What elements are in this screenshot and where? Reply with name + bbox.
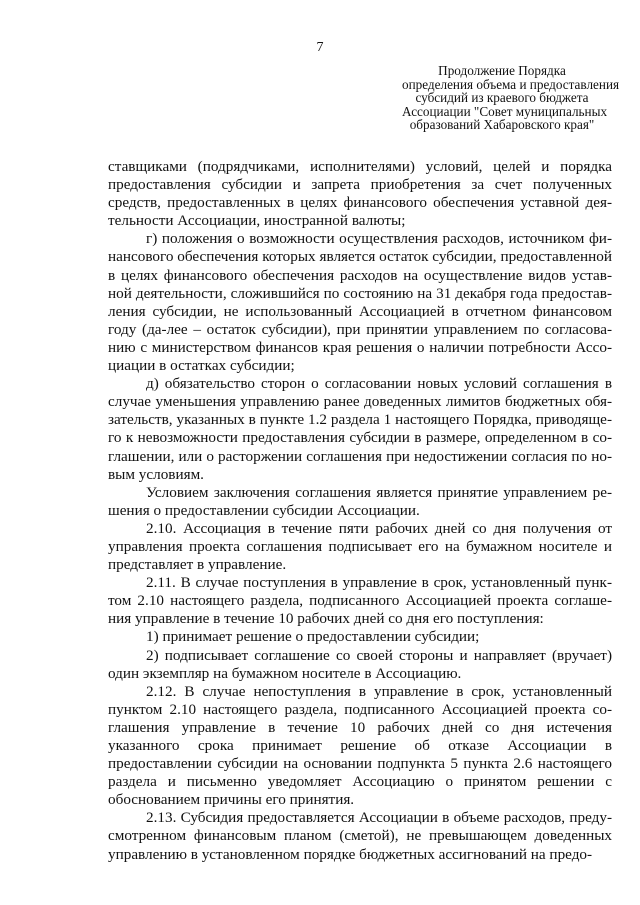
body-paragraph: 2.12. В случае непоступления в управление в срок, установленный пунктом 2.10 настоящего раздела, подписанного Ассоциацией проекта соглашения управление в течение 10 рабочих дней со дня истечения указанного срока принимает решение об отказе Ассоциации в предоставлении субсидии на основании подпункта 5 пункта 2.6 настоящего раздела и письменно уведомляет Ассоциацию о принятом решении с обоснованием причины его принятия. [108, 682, 612, 809]
body-paragraph: ставщиками (подрядчиками, исполнителями) условий, целей и порядка предоставления субсидии и запрета приобретения за счет полученных средств, предоставленных в целях финансового обеспечения уставной деятельности Ассоциации, иностранной валюты; [108, 158, 612, 230]
document-header [402, 63, 620, 132]
body-paragraph: д) обязательство сторон о согласовании новых условий соглашения в случае уменьшения управлению ранее доведенных лимитов бюджетных обязательств, указанных в пункте 1.2 раздела 1 настоящего Порядка, приводящего к невозможности предоставления субсидии в размере, определенном в соглашении, или о расторжении соглашения при недостижении согласия по новым условиям. [108, 375, 612, 483]
header-line: Продолжение Порядка [438, 63, 566, 78]
body-paragraph: г) положения о возможности осуществления расходов, источником финансового обеспечения которых является остаток субсидии, предоставленной в целях финансового обеспечения расходов на осуществление видов уставной деятельности, сложившийся по состоянию на 31 декабря года предоставления субсидии, не использованный Ассоциацией в отчетном финансовом году (да-лее – остаток субсидии), при принятии управлением по согласованию с министерством финансов края решения о наличии потребности Ассоциации в остатках субсидии; [108, 230, 612, 375]
body-paragraph: 2.11. В случае поступления в управление в срок, установленный пунктом 2.10 настоящего раздела, подписанного Ассоциацией проекта соглашения управление в течение 10 рабочих дней со дня его поступления: [108, 574, 612, 628]
body-paragraph: 2.13. Субсидия предоставляется Ассоциации в объеме расходов, предусмотренном финансовым планом (сметой), не превышающем доведенных управлению в установленном порядке бюджетных ассигнований на предо- [108, 809, 612, 863]
document-body [108, 158, 612, 864]
header-line: образований Хабаровского края" [409, 117, 595, 132]
page-number: 7 [316, 40, 324, 55]
body-paragraph: 1) принимает решение о предоставлении субсидии; [146, 628, 480, 646]
header-line: определения объема и предоставления [402, 76, 620, 92]
body-paragraph: Условием заключения соглашения является принятие управлением решения о предоставлении субсидии Ассоциации. [108, 483, 612, 519]
header-line: Ассоциации "Совет муниципальных [402, 103, 608, 119]
header-line: субсидий из краевого бюджета [415, 90, 589, 105]
body-paragraph: 2) подписывает соглашение со своей стороны и направляет (вручает) один экземпляр на бумажном носителе в Ассоциацию. [108, 646, 612, 682]
body-paragraph: 2.10. Ассоциация в течение пяти рабочих дней со дня получения от управления проекта соглашения подписывает его на бумажном носителе и представляет в управление. [108, 519, 612, 574]
